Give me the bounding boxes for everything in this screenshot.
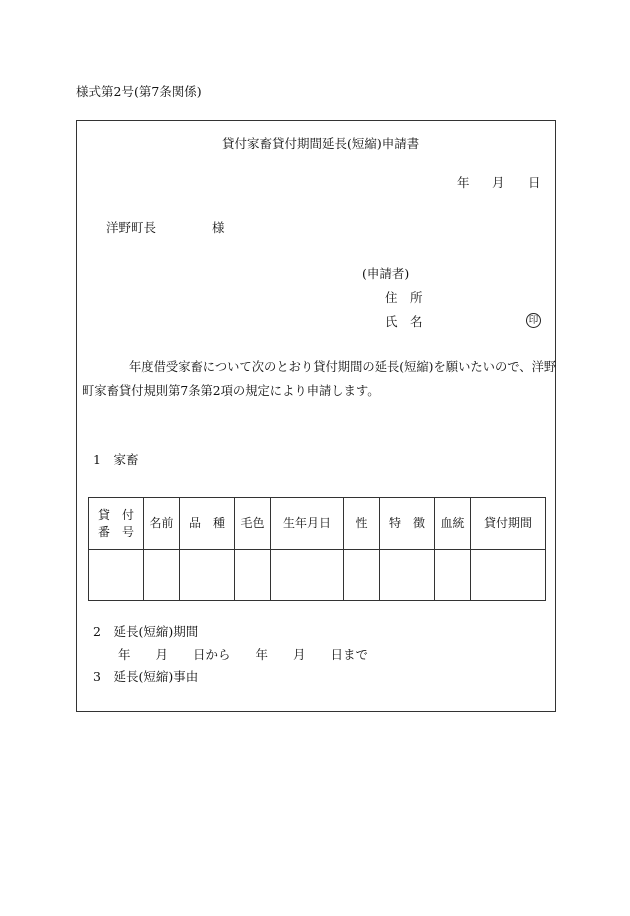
body-text-line-2: 町家畜貸付規則第7条第2項の規定により申請します。 (82, 384, 380, 398)
cell-sex[interactable] (344, 550, 380, 601)
form-number-label: 様式第2号(第7条関係) (76, 84, 202, 99)
table-row (89, 550, 546, 601)
cell-loan-number[interactable] (89, 550, 144, 601)
header-loan-number (89, 498, 144, 550)
seal-mark-icon: 印 (526, 313, 541, 328)
section-1-heading: 1 家畜 (93, 452, 139, 467)
section-3-heading: 3 延長(短縮)事由 (93, 669, 199, 684)
cell-loan-period[interactable] (471, 550, 546, 601)
section-2-heading: 2 延長(短縮)期間 (93, 624, 199, 639)
cell-birthdate[interactable] (271, 550, 344, 601)
header-birthdate: 生年月日 (271, 498, 344, 550)
cell-features[interactable] (380, 550, 435, 601)
applicant-name-label: 氏 名 (385, 314, 423, 329)
date-month: 月 (492, 175, 505, 190)
date-day: 日 (528, 175, 541, 190)
header-color: 毛色 (235, 498, 271, 550)
addressee-honorific: 様 (212, 220, 225, 235)
header-features: 特 徴 (380, 498, 435, 550)
header-name: 名前 (144, 498, 180, 550)
applicant-label: (申請者) (362, 266, 410, 281)
addressee-name: 洋野町長 (106, 220, 157, 235)
body-text-line-1: 年度借受家畜について次のとおり貸付期間の延長(短縮)を願いたいので、洋野 (129, 360, 557, 374)
header-lineage: 血統 (435, 498, 471, 550)
header-loan-period: 貸付期間 (471, 498, 546, 550)
document-title: 貸付家畜貸付期間延長(短縮)申請書 (222, 136, 420, 151)
header-sex: 性 (344, 498, 380, 550)
table-header-row (89, 498, 546, 550)
cell-lineage[interactable] (435, 550, 471, 601)
header-loan-number-line-1: 貸 付 (97, 507, 134, 522)
livestock-table (88, 497, 546, 601)
extension-period-line: 年 月 日から 年 月 日まで (118, 647, 369, 662)
applicant-address-label: 住 所 (385, 290, 423, 305)
header-breed: 品 種 (180, 498, 235, 550)
header-loan-number-line-2: 番 号 (97, 524, 134, 539)
date-year: 年 (457, 175, 470, 190)
cell-breed[interactable] (180, 550, 235, 601)
cell-name[interactable] (144, 550, 180, 601)
cell-color[interactable] (235, 550, 271, 601)
